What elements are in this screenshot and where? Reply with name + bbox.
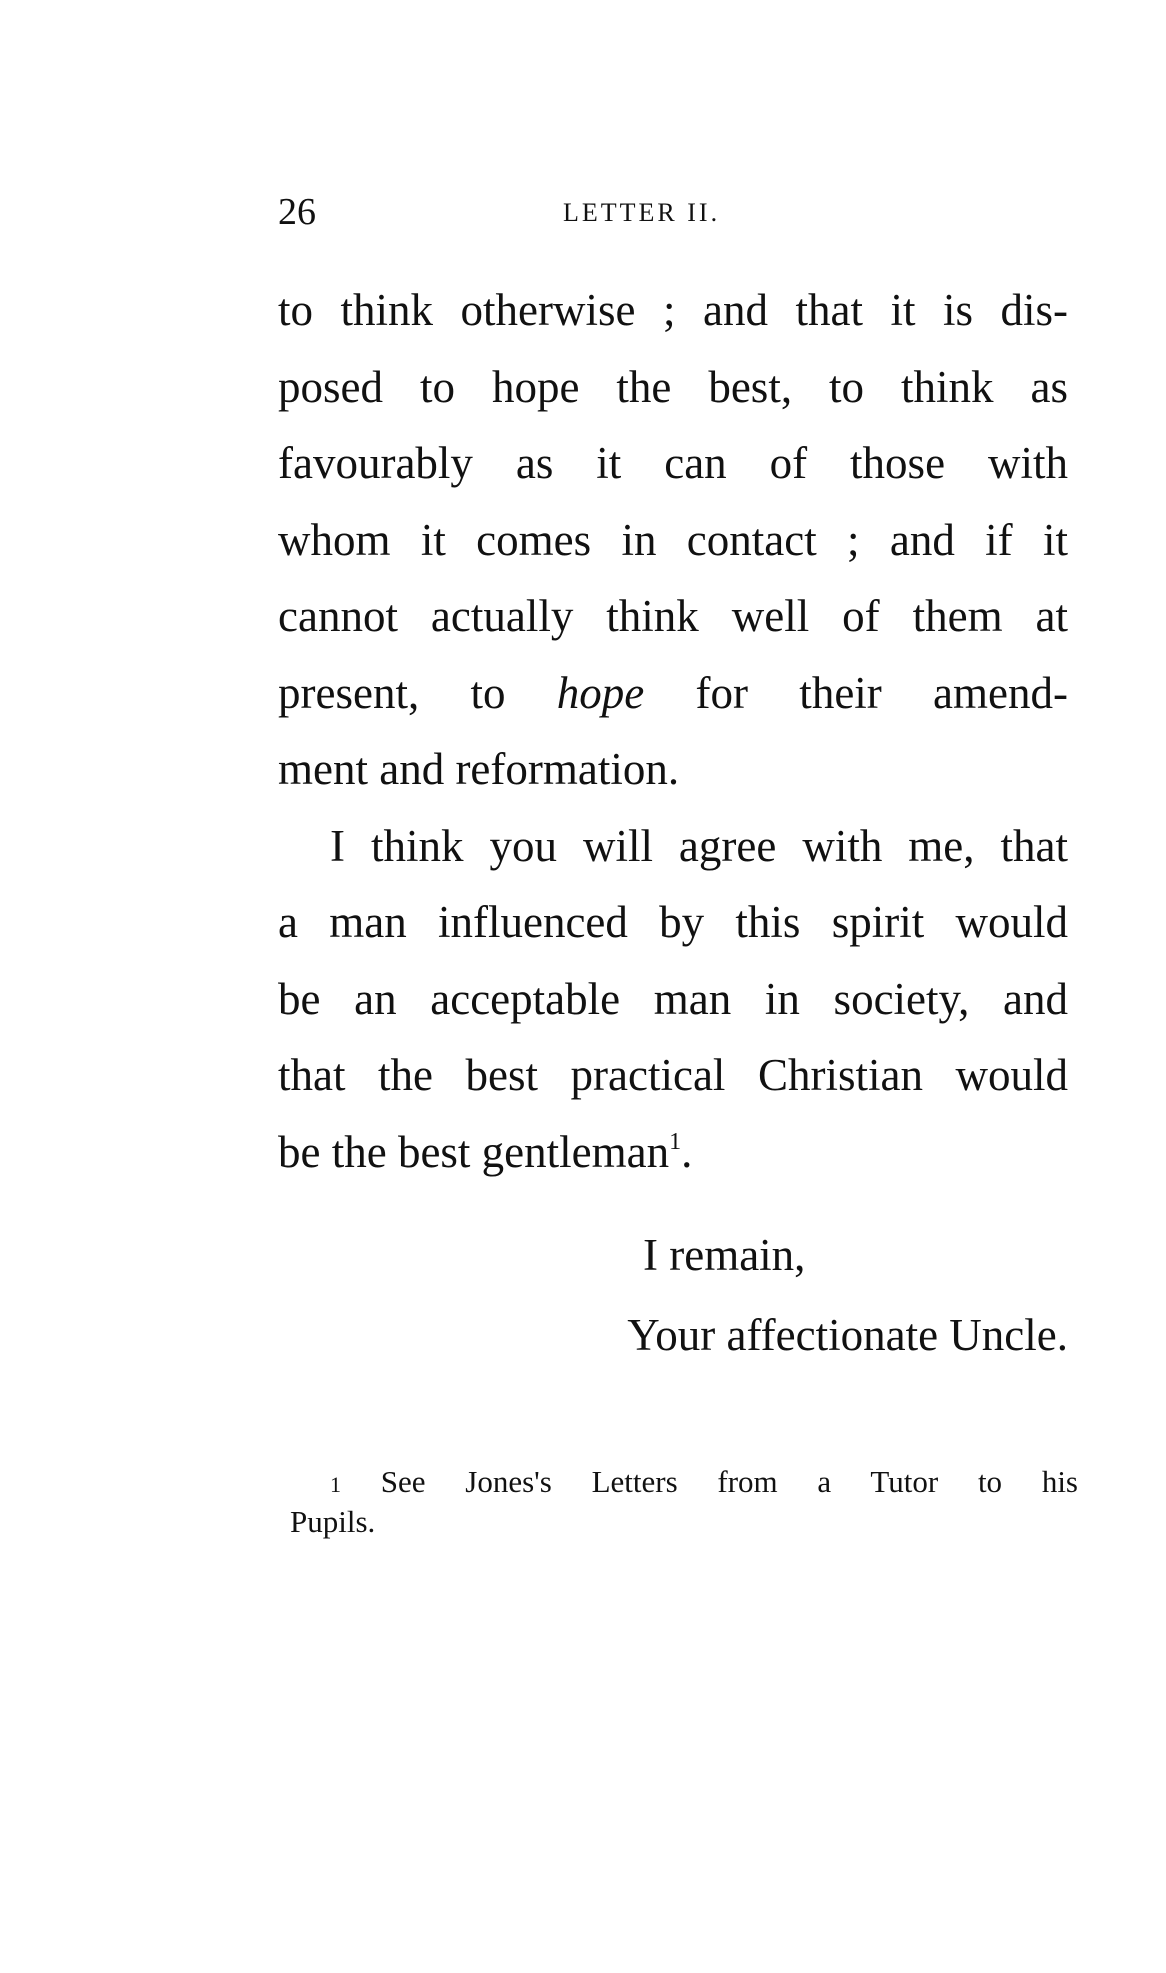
text-line: favourably as it can of those with [278,438,1068,488]
text-line: a man influenced by this spirit would [278,897,1068,947]
text-segment: for their amend- [644,667,1068,718]
running-head: LETTER II. [563,198,721,227]
text-line [278,655,1068,732]
footnote-line: Pupils. [290,1504,376,1539]
text-line: ment and reformation. [278,744,680,794]
page-header [278,190,1068,240]
text-line: to think otherwise ; and that it is dis- [278,285,1068,335]
paragraph-1 [278,272,1068,808]
text-line: that the best practical Christian would [278,1050,1068,1100]
footnote [290,1462,1078,1542]
body-text [278,272,1068,1190]
text-line: be an acceptable man in society, and [278,973,1068,1024]
text-segment: . [681,1126,693,1177]
text-line: cannot actually think well of them at [278,591,1068,641]
closing-signature: Your affectionate Uncle. [627,1310,1068,1360]
footnote-reference: 1 [669,1128,682,1155]
text-segment: be the best gentleman [278,1126,670,1177]
closing-salutation: I remain, [643,1230,806,1280]
italic-word: hope [556,667,645,718]
text-line: posed to hope the best, to think as [278,361,1068,412]
text-line: whom it comes in contact ; and if it [278,514,1068,565]
page-number: 26 [278,191,316,233]
letter-closing [278,1215,1068,1375]
footnote-line [290,1462,1078,1502]
footnote-text: See Jones's Letters from a Tutor to his [380,1464,1078,1499]
text-line [278,1114,1068,1191]
text-line: I think you will agree with me, that [330,820,1068,871]
footnote-marker: 1 [330,1472,341,1497]
paragraph-2 [278,808,1068,1191]
text-segment: present, to [278,667,557,718]
